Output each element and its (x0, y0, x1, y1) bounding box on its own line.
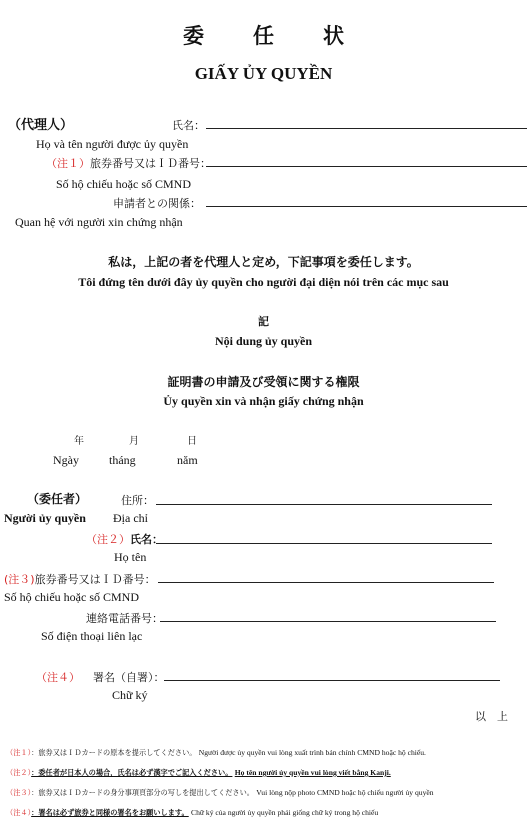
agent-section-label: （代理人） (8, 118, 74, 133)
date-day-vn: Ngày (53, 453, 79, 467)
principal-name-label-jp: 氏名： (130, 533, 163, 546)
principal-name-field[interactable] (156, 543, 492, 544)
principal-name-label (86, 531, 163, 547)
note4-mark: （注４） (36, 671, 80, 684)
principal-passport-label-vn: Số hộ chiếu hoặc số CMND (4, 590, 139, 604)
date-day-jp: 日 (187, 436, 197, 447)
note1-mark: （注１） (46, 157, 90, 170)
principal-sign-field[interactable] (164, 680, 500, 681)
date-month-jp: 月 (129, 436, 139, 447)
ki-jp: 記 (258, 315, 269, 328)
agent-passport-field[interactable] (206, 166, 527, 167)
date-year-vn: năm (177, 453, 198, 467)
agent-relation-field[interactable] (206, 206, 527, 207)
date-year-jp: 年 (74, 436, 84, 447)
matter-jp: 証明書の申請及び受領に関する権限 (167, 375, 360, 389)
principal-phone-field[interactable] (160, 621, 496, 622)
agent-passport-label (46, 155, 211, 171)
principal-section-label-vn: Người ủy quyền (4, 511, 86, 525)
content-vn: Nội dung ủy quyền (214, 334, 313, 348)
footnote-3: （注３）：旅券又はＩＤカードの身分事項頁部分の写しを提出してください。 Vui lòng nộp photo CMND hoặc hộ chiếu người ủy quyền (6, 788, 434, 797)
agent-name-label-vn: Họ và tên người được ủy quyền (36, 137, 189, 151)
principal-phone-label-jp: 連絡電話番号： (86, 612, 163, 625)
agent-relation-label-vn: Quan hệ với người xin chứng nhận (15, 215, 183, 229)
principal-name-label-vn: Họ tên (114, 550, 147, 564)
agent-relation-label-jp: 申請者との関係： (113, 197, 201, 210)
title-vn: GIẤY ỦY QUYỀN (194, 64, 333, 83)
principal-address-label-jp: 住所： (121, 494, 154, 507)
principal-section-label: （委任者） (27, 492, 88, 506)
agent-name-label-jp: 氏名： (172, 119, 205, 132)
title-jp: 委 任 状 (183, 23, 358, 48)
matter-vn: Ủy quyền xin và nhận giấy chứng nhận (163, 394, 364, 408)
principal-phone-label-vn: Số điện thoại liên lạc (41, 629, 143, 643)
footnote-4: （注４）：署名は必ず旅券と同様の署名をお願いします。 Chữ ký của người ủy quyền phải giống chữ ký trong hộ chiếu (6, 808, 379, 817)
statement-vn: Tôi đứng tên dưới đây ủy quyền cho người đại diện nói trên các mục sau (78, 275, 449, 289)
principal-address-label-vn: Địa chỉ (113, 511, 148, 525)
ijou-text: 以 上 (475, 710, 508, 723)
note2-mark: （注２） (86, 533, 130, 546)
date-month-vn: tháng (109, 453, 136, 467)
note3-mark: (注３) (4, 573, 35, 586)
agent-passport-label-vn: Số hộ chiếu hoặc số CMND (56, 177, 191, 191)
agent-passport-label-jp: 旅券番号又はＩＤ番号： (90, 157, 211, 170)
agent-name-field[interactable] (206, 128, 527, 129)
principal-address-field[interactable] (156, 504, 492, 505)
footnote-2: （注２）：委任者が日本人の場合，氏名は必ず漢字でご記入ください。 Họ tên người ủy quyền vui lòng viết bằng Kanji. (6, 768, 391, 777)
principal-passport-field[interactable] (158, 582, 494, 583)
principal-passport-label (4, 571, 156, 587)
principal-sign-label-jp: 署名（自署）： (93, 671, 165, 684)
principal-sign-label-vn: Chữ ký (112, 688, 148, 702)
footnote-1: （注１）：旅券又はＩＤカードの原本を提示してください。 Người được ủy quyền vui lòng xuất trình bản chính CMND hoặc hộ chiếu. (6, 748, 426, 757)
statement-jp: 私は，上記の者を代理人と定め，下記事項を委任します。 (108, 255, 419, 269)
principal-passport-label-jp: 旅券番号又はＩＤ番号： (34, 573, 156, 586)
